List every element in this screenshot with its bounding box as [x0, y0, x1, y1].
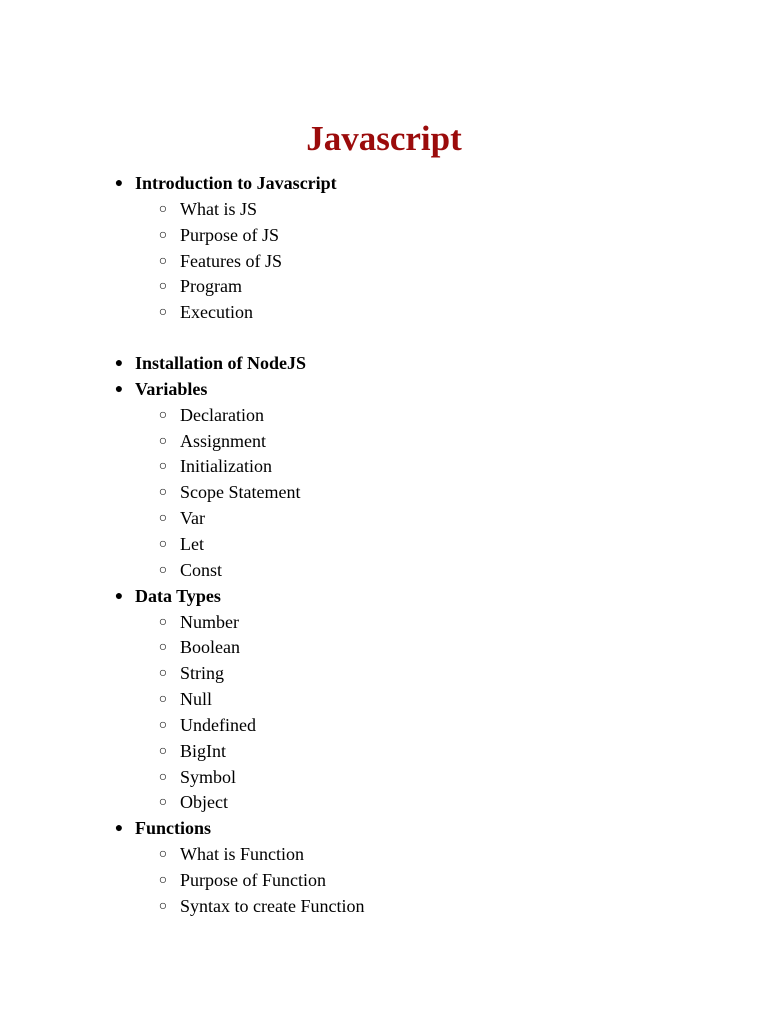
subtopic-item [0, 558, 768, 584]
topic-row [0, 816, 768, 842]
section-gap [0, 326, 768, 351]
hollow-bullet-icon: ○ [158, 666, 168, 682]
subtopic-item [0, 223, 768, 249]
hollow-bullet-icon: ○ [158, 743, 168, 759]
subtopic-label: Object [180, 792, 228, 813]
hollow-bullet-icon: ○ [158, 201, 168, 217]
topic-label: Variables [135, 378, 208, 399]
subtopic-item [0, 429, 768, 455]
hollow-bullet-icon: ○ [158, 795, 168, 811]
hollow-bullet-icon: ○ [158, 614, 168, 630]
subtopic-label: Number [180, 611, 239, 632]
hollow-bullet-icon: ○ [158, 717, 168, 733]
topic-label: Functions [135, 818, 212, 839]
subtopic-item [0, 894, 768, 920]
subtopic-item [0, 403, 768, 429]
topic-label: Data Types [135, 585, 221, 606]
subtopic-label: Undefined [180, 714, 256, 735]
subtopic-label: Purpose of Function [180, 869, 326, 890]
subtopic-list [0, 197, 768, 326]
topic-row [0, 377, 768, 403]
filled-bullet-icon: ● [114, 821, 124, 837]
hollow-bullet-icon: ○ [158, 433, 168, 449]
subtopic-item [0, 842, 768, 868]
subtopic-item [0, 454, 768, 480]
subtopic-label: Var [180, 508, 205, 529]
subtopic-label: Assignment [180, 430, 267, 451]
hollow-bullet-icon: ○ [158, 279, 168, 295]
hollow-bullet-icon: ○ [158, 407, 168, 423]
topic-item [0, 351, 768, 377]
subtopic-item [0, 249, 768, 275]
hollow-bullet-icon: ○ [158, 305, 168, 321]
subtopic-item [0, 868, 768, 894]
page-title: Javascript [306, 119, 462, 158]
subtopic-label: Features of JS [180, 250, 282, 271]
subtopic-item [0, 274, 768, 300]
subtopic-item [0, 480, 768, 506]
subtopic-item [0, 739, 768, 765]
subtopic-list [0, 610, 768, 817]
hollow-bullet-icon: ○ [158, 227, 168, 243]
topic-item [0, 377, 768, 584]
topic-item [0, 584, 768, 817]
hollow-bullet-icon: ○ [158, 872, 168, 888]
subtopic-item [0, 765, 768, 791]
subtopic-item [0, 610, 768, 636]
topic-label: Installation of NodeJS [135, 353, 307, 374]
hollow-bullet-icon: ○ [158, 511, 168, 527]
subtopic-label: Symbol [180, 766, 237, 787]
subtopic-label: BigInt [180, 740, 227, 761]
subtopic-label: Syntax to create Function [180, 895, 365, 916]
subtopic-item [0, 532, 768, 558]
subtopic-item [0, 300, 768, 326]
subtopic-label: What is JS [180, 198, 258, 219]
topic-row [0, 584, 768, 610]
filled-bullet-icon: ● [114, 356, 124, 372]
subtopic-label: What is Function [180, 844, 304, 865]
hollow-bullet-icon: ○ [158, 640, 168, 656]
hollow-bullet-icon: ○ [158, 769, 168, 785]
subtopic-item [0, 635, 768, 661]
topic-label: Introduction to Javascript [135, 173, 337, 193]
subtopic-item [0, 506, 768, 532]
topic-row [0, 171, 768, 197]
subtopic-label: Const [180, 559, 223, 580]
subtopic-label: Scope Statement [180, 482, 301, 503]
topic-outline [0, 171, 768, 920]
subtopic-list [0, 842, 768, 920]
hollow-bullet-icon: ○ [158, 898, 168, 914]
subtopic-label: Boolean [180, 637, 240, 658]
subtopic-item [0, 790, 768, 816]
subtopic-item [0, 197, 768, 223]
subtopic-label: String [180, 663, 225, 684]
hollow-bullet-icon: ○ [158, 459, 168, 475]
subtopic-label: Purpose of JS [180, 224, 280, 245]
subtopic-label: Declaration [180, 404, 264, 425]
topic-item [0, 171, 768, 351]
filled-bullet-icon: ● [114, 176, 124, 191]
hollow-bullet-icon: ○ [158, 562, 168, 578]
hollow-bullet-icon: ○ [158, 536, 168, 552]
filled-bullet-icon: ● [114, 381, 124, 397]
hollow-bullet-icon: ○ [158, 253, 168, 269]
subtopic-item [0, 661, 768, 687]
subtopic-label: Execution [180, 302, 253, 323]
subtopic-label: Program [180, 276, 242, 297]
subtopic-label: Initialization [180, 456, 272, 477]
topic-row [0, 351, 768, 377]
subtopic-label: Null [180, 689, 213, 710]
topic-item [0, 816, 768, 919]
subtopic-list [0, 403, 768, 584]
hollow-bullet-icon: ○ [158, 692, 168, 708]
subtopic-item [0, 687, 768, 713]
subtopic-item [0, 713, 768, 739]
filled-bullet-icon: ● [114, 588, 124, 604]
hollow-bullet-icon: ○ [158, 847, 168, 863]
subtopic-label: Let [180, 533, 204, 554]
hollow-bullet-icon: ○ [158, 485, 168, 501]
